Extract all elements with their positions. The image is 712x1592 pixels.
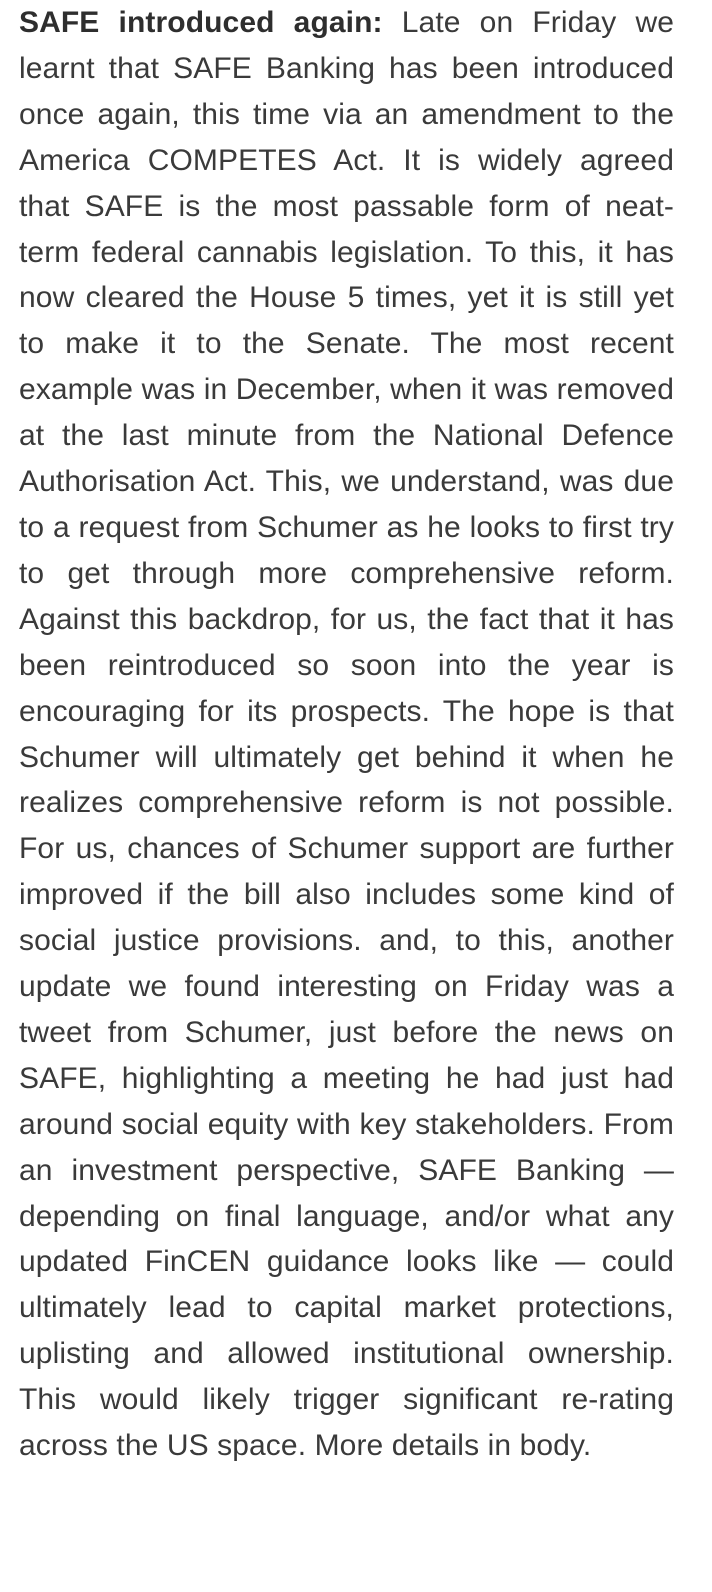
article-body: Late on Friday we learnt that SAFE Banking has been introduced once again, this time via an amendment to the America COMPETES Act. It is widely agreed that SAFE is the most passable form of neat-term federal cannabis legislation. To this, it has now cleared the House 5 times, yet it is still yet to make it to the Senate. The most recent example was in December, when it was removed at the last minute from the National Defence Authorisation Act. This, we understand, was due to a request from Schumer as he looks to first try to get through more comprehensive reform. Against this backdrop, for us, the fact that it has been reintroduced so soon into the year is encouraging for its prospects. The hope is that Schumer will ultimately get behind it when he realizes comprehensive reform is not possible. For us, chances of Schumer support are further improved if the bill also includes some kind of social justice provisions. and, to this, another update we found interesting on Friday was a tweet from Schumer, just before the news on SAFE, highlighting a meeting he had just had around social equity with key stakeholders. From an investment perspective, SAFE Banking — depending on final language, and/or what any updated FinCEN guidance looks like — could ultimately lead to capital market protections, uplisting and allowed institutional ownership. This would likely trigger significant re-rating across the US space. More details in body. [19, 6, 674, 1463]
article-paragraph [19, 0, 674, 1469]
article-heading: SAFE introduced again: [19, 6, 383, 39]
